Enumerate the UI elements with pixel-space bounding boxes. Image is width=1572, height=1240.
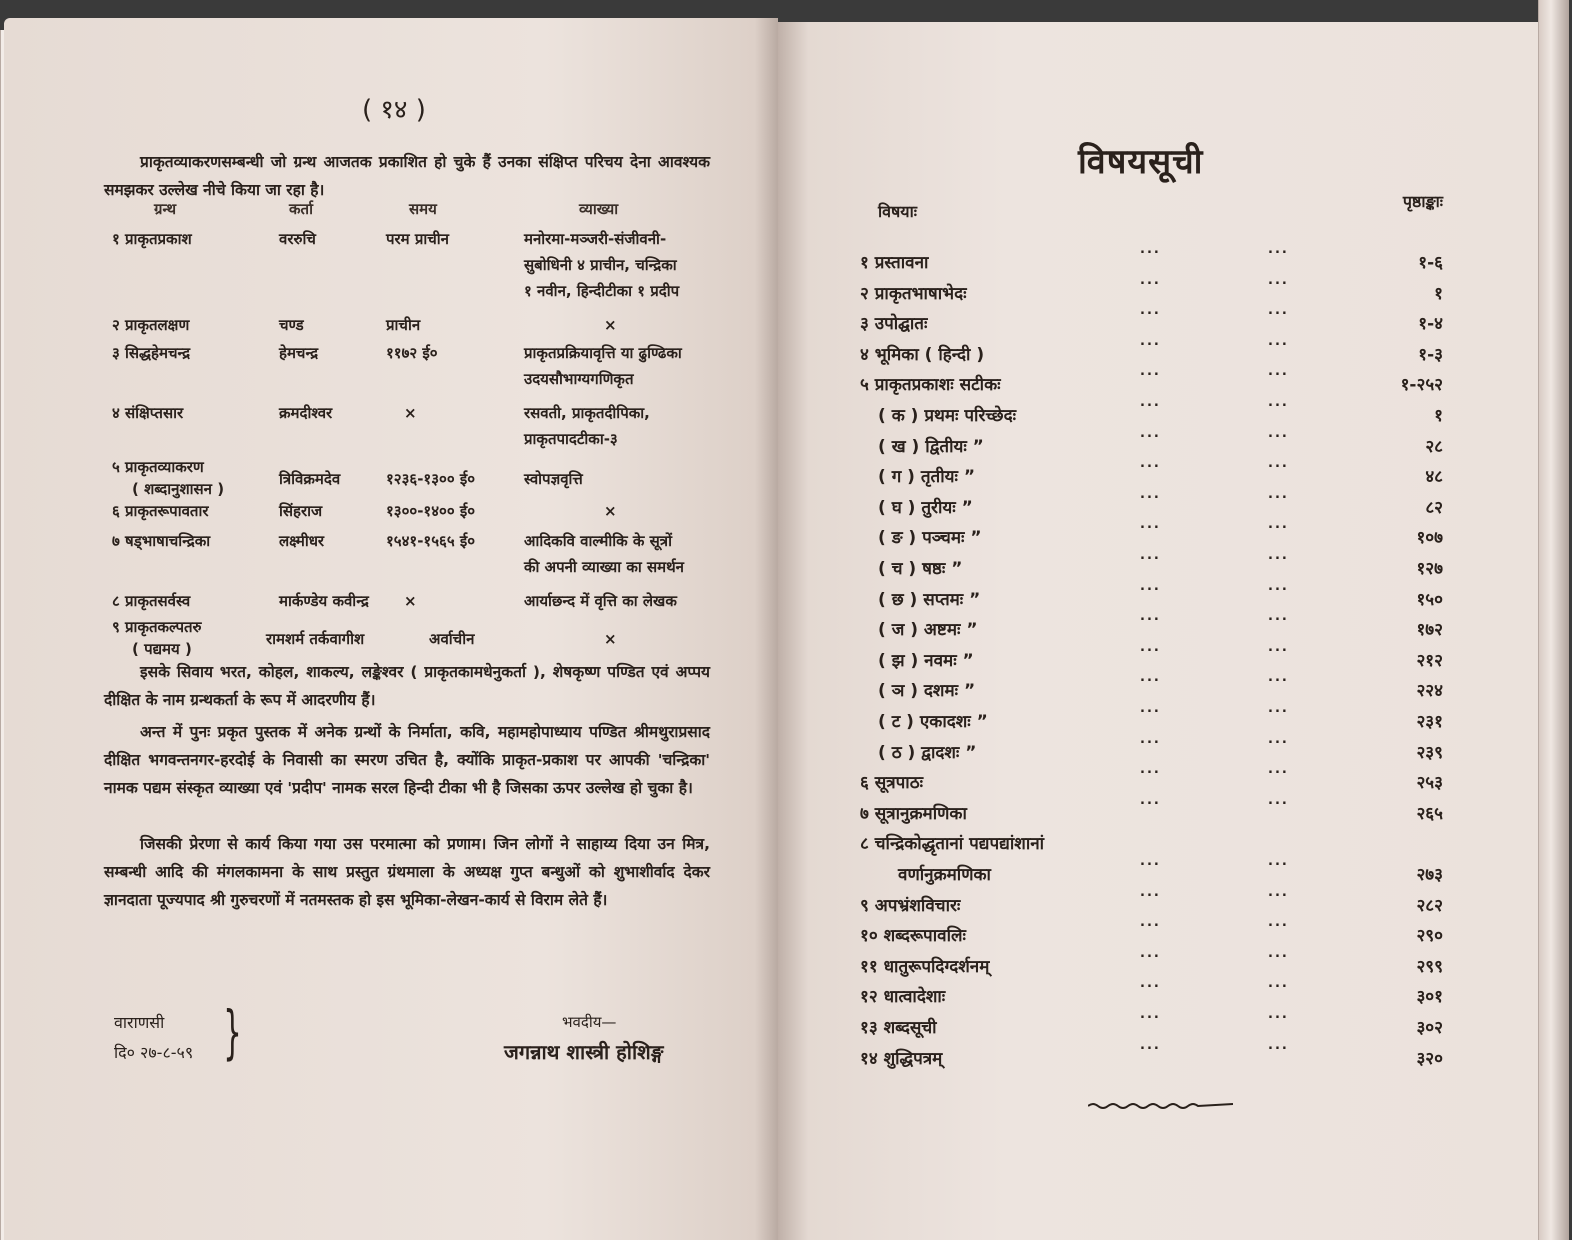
leader-dots: ... xyxy=(1268,945,1289,961)
toc-page-number: १-६ xyxy=(1418,253,1443,273)
work-period: १५४१-१५६५ ई० xyxy=(386,532,476,550)
toc-page-number: १२७ xyxy=(1416,559,1443,579)
work-period: × xyxy=(404,592,417,610)
toc-label: ५ प्राकृतप्रकाशः सटीकः xyxy=(860,375,1001,396)
leader-dots: ... xyxy=(1268,272,1289,288)
paragraph-other-authors: इसके सिवाय भरत, कोहल, शाकल्य, लङ्केश्वर ( प्राकृतकामधेनुकर्ता ), शेषकृष्ण पण्डित एवं अप्पय दीक्षित के नाम ग्रन्थकर्ता के रूप में आदरणीय हैं। xyxy=(104,663,710,709)
leader-dots: ... xyxy=(1268,731,1289,747)
leader-dots: ... xyxy=(1268,486,1289,502)
toc-label: ९ अपभ्रंशविचारः xyxy=(860,895,961,916)
leader-dots: ... xyxy=(1140,854,1161,869)
toc-page-number: २९९ xyxy=(1416,956,1443,977)
toc-page-number: १५० xyxy=(1416,589,1443,610)
work-commentary: उदयसौभाग्यगणिकृत xyxy=(524,370,634,388)
toc-page-number: ३०१ xyxy=(1416,987,1443,1008)
toc-page-number: ३२० xyxy=(1416,1048,1443,1069)
toc-label: ( ख ) द्वितीयः ” xyxy=(878,436,984,457)
paragraph-closing: जिसकी प्रेरणा से कार्य किया गया उस परमात्मा को प्रणाम। जिन लोगों ने साहाय्य दिया उन मित्र, सम्बन्धी आदि की मंगलकामना के साथ प्रस्तुत ग्रंथमाला के अध्यक्ष गुप्त बन्धुओं को शुभाशीर्वाद देकर ज्ञानदाता पूज्यपाद श्री गुरुचरणों में नतमस्तक हो इस भूमिका-लेखन-कार्य से विराम लेते हैं। xyxy=(104,835,710,909)
leader-dots: ... xyxy=(1268,578,1289,594)
leader-dots: ... xyxy=(1140,884,1161,900)
toc-page-number: २६५ xyxy=(1416,803,1443,824)
toc-label: ८ चन्द्रिकोद्धृतानां पद्यपद्यांशानां xyxy=(860,834,1045,855)
work-title: ७ षड्भाषाचन्द्रिका xyxy=(112,532,211,550)
leader-dots: ... xyxy=(1140,1007,1161,1022)
leader-dots: ... xyxy=(1268,762,1289,778)
toc-page-number: २३९ xyxy=(1416,742,1443,763)
leader-dots: ... xyxy=(1268,242,1289,257)
leader-dots: ... xyxy=(1140,915,1161,931)
leader-dots: ... xyxy=(1140,1037,1161,1053)
toc-page-number: २५३ xyxy=(1416,773,1443,794)
leader-dots: ... xyxy=(1140,578,1161,594)
header-author: कर्ता xyxy=(289,200,313,218)
toc-row xyxy=(778,792,1538,831)
decorative-rule xyxy=(1088,1100,1233,1110)
toc-label: ( घ ) तुरीयः ” xyxy=(878,497,973,518)
work-commentary: प्राकृतप्रक्रियावृत्ति या ढुण्ढिका xyxy=(524,344,682,362)
leader-dots: ... xyxy=(1268,303,1289,319)
toc-label: ७ सूत्रानुक्रमणिका xyxy=(860,803,967,824)
leader-dots: ... xyxy=(1268,395,1289,410)
toc-label: ( ङ ) पञ्चमः ” xyxy=(878,528,982,549)
toc-label: ( ग ) तृतीयः ” xyxy=(878,467,976,488)
closing-salutation: भवदीय— xyxy=(562,1013,617,1031)
work-title: ३ सिद्धहेमचन्द्र xyxy=(112,344,191,362)
date: दि० २७-८-५९ xyxy=(114,1043,194,1062)
column-subject: विषयाः xyxy=(878,202,917,221)
leader-dots: ... xyxy=(1140,639,1161,655)
work-period: १२३६-१३०० ई० xyxy=(386,470,476,488)
leader-dots: ... xyxy=(1268,884,1289,900)
toc-label: १ प्रस्तावना xyxy=(860,253,929,273)
leader-dots: ... xyxy=(1268,639,1289,655)
work-commentary: मनोरमा-मञ्जरी-संजीवनी- xyxy=(524,230,667,248)
work-commentary: × xyxy=(604,502,617,520)
toc-page-number: ४८ xyxy=(1425,467,1443,488)
leader-dots: ... xyxy=(1140,486,1161,502)
signature-place-date xyxy=(114,1008,193,1068)
column-pages: पृष्ठाङ्काः xyxy=(1402,192,1443,211)
work-period: × xyxy=(404,404,417,422)
leader-dots: ... xyxy=(1140,548,1161,563)
leader-dots: ... xyxy=(1268,976,1289,992)
work-title: ६ प्राकृतरूपावतार xyxy=(112,502,209,520)
toc-label: ३ उपोद्घातः xyxy=(860,314,928,335)
toc-label: १४ शुद्धिपत्रम् xyxy=(860,1048,943,1069)
work-commentary: आर्याछन्द में वृत्ति का लेखक xyxy=(524,592,677,610)
work-period: १३००-१४०० ई० xyxy=(386,502,476,520)
work-title: ४ संक्षिप्तसार xyxy=(112,404,184,422)
author-signature: जगन्नाथ शास्त्री होशिङ्ग xyxy=(504,1040,664,1064)
leader-dots: ... xyxy=(1140,364,1161,380)
toc-page-number: १०७ xyxy=(1416,528,1443,549)
toc-label: १३ शब्दसूची xyxy=(860,1018,937,1038)
work-author: त्रिविक्रमदेव xyxy=(279,470,341,488)
place: वाराणसी xyxy=(114,1013,165,1032)
work-subtitle: ( पद्यमय ) xyxy=(132,640,192,658)
leader-dots: ... xyxy=(1140,701,1161,716)
work-commentary: आदिकवि वाल्मीकि के सूत्रों xyxy=(524,532,672,550)
contents-title: विषयसूची xyxy=(1078,142,1204,182)
toc-label: ( च ) षष्ठः ” xyxy=(878,559,963,579)
work-period: ११७२ ई० xyxy=(386,344,438,362)
toc-page-number: २१२ xyxy=(1416,650,1443,671)
leader-dots: ... xyxy=(1140,762,1161,778)
toc-label: २ प्राकृतभाषाभेदः xyxy=(860,283,967,304)
leader-dots: ... xyxy=(1268,1037,1289,1053)
toc-label: ६ सूत्रपाठः xyxy=(860,773,924,794)
work-commentary: रसवती, प्राकृतदीपिका, xyxy=(524,404,650,422)
toc-label: ( छ ) सप्तमः ” xyxy=(878,589,981,610)
work-period: परम प्राचीन xyxy=(386,230,450,248)
toc-label: ( ठ ) द्वादशः ” xyxy=(878,742,977,763)
leader-dots: ... xyxy=(1268,854,1289,869)
leader-dots: ... xyxy=(1140,242,1161,257)
work-author: वररुचि xyxy=(279,230,316,248)
work-title: १ प्राकृतप्रकाश xyxy=(112,230,192,248)
leader-dots: ... xyxy=(1268,670,1289,686)
leader-dots: ... xyxy=(1140,272,1161,288)
toc-page-number: २३१ xyxy=(1416,712,1443,732)
work-commentary: प्राकृतपादटीका-३ xyxy=(524,430,618,448)
work-author: चण्ड xyxy=(279,316,304,334)
leader-dots: ... xyxy=(1268,1007,1289,1022)
toc-label: ( ज ) अष्टमः ” xyxy=(878,620,978,641)
toc-label: ( क ) प्रथमः परिच्छेदः xyxy=(878,406,1017,426)
toc-page-number: १-३ xyxy=(1418,344,1443,365)
leader-dots: ... xyxy=(1140,670,1161,686)
work-commentary: सुबोधिनी ४ प्राचीन, चन्द्रिका xyxy=(524,256,677,274)
toc-page-number: १-४ xyxy=(1418,314,1443,335)
toc-label: १२ धात्वादेशाः xyxy=(860,987,946,1008)
toc-label: वर्णानुक्रमणिका xyxy=(898,865,991,885)
toc-page-number: २९० xyxy=(1416,926,1443,947)
work-title: ९ प्राकृतकल्पतरु xyxy=(112,618,202,636)
leader-dots: ... xyxy=(1268,517,1289,533)
work-author: हेमचन्द्र xyxy=(279,344,319,362)
leader-dots: ... xyxy=(1140,609,1161,625)
toc-label: ( ञ ) दशमः ” xyxy=(878,681,976,702)
leader-dots: ... xyxy=(1268,425,1289,441)
leader-dots: ... xyxy=(1140,425,1161,441)
header-work: ग्रन्थ xyxy=(154,200,177,218)
right-page xyxy=(778,22,1538,1240)
header-commentary: व्याख्या xyxy=(579,200,619,218)
toc-page-number: १७२ xyxy=(1416,620,1443,641)
leader-dots: ... xyxy=(1268,915,1289,931)
toc-page-number: २८ xyxy=(1425,436,1443,457)
work-author: मार्कण्डेय कवीन्द्र xyxy=(279,592,369,610)
toc-page-number: २८२ xyxy=(1416,895,1443,916)
toc-label: ( ट ) एकादशः ” xyxy=(878,712,988,732)
toc-label: ( झ ) नवमः ” xyxy=(878,650,974,671)
leader-dots: ... xyxy=(1268,701,1289,716)
toc-page-number: २७३ xyxy=(1416,865,1443,885)
leader-dots: ... xyxy=(1268,333,1289,349)
work-author: सिंहराज xyxy=(279,502,323,520)
brace-glyph: } xyxy=(223,998,242,1066)
toc-page-number: ८२ xyxy=(1425,497,1443,518)
toc-page-number: १-२५२ xyxy=(1400,375,1443,396)
page-number: ( १४ ) xyxy=(362,95,426,125)
leader-dots: ... xyxy=(1140,517,1161,533)
intro-paragraph: प्राकृतव्याकरणसम्बन्धी जो ग्रन्थ आजतक प्रकाशित हो चुके हैं उनका संक्षिप्त परिचय देना आवश्यक समझकर उल्लेख नीचे किया जा रहा है। xyxy=(104,153,710,199)
toc-label: ४ भूमिका ( हिन्दी ) xyxy=(860,344,985,365)
work-period: प्राचीन xyxy=(386,316,421,334)
work-title: ५ प्राकृतव्याकरण xyxy=(112,458,204,476)
work-commentary: की अपनी व्याख्या का समर्थन xyxy=(524,558,684,576)
leader-dots: ... xyxy=(1140,456,1161,472)
page-edge-right xyxy=(1538,0,1569,1240)
work-author: लक्ष्मीधर xyxy=(279,532,325,550)
work-author: रामशर्म तर्कवागीश xyxy=(266,630,365,648)
toc-page-number: १ xyxy=(1434,406,1443,426)
work-author: क्रमदीश्वर xyxy=(279,404,333,422)
work-commentary: × xyxy=(604,316,617,334)
toc-row xyxy=(778,1037,1538,1076)
leader-dots: ... xyxy=(1140,303,1161,319)
toc-page-number: २२४ xyxy=(1416,681,1443,702)
toc-label: ११ धातुरूपदिग्दर्शनम् xyxy=(860,956,990,977)
leader-dots: ... xyxy=(1268,364,1289,380)
left-page xyxy=(4,18,778,1240)
leader-dots: ... xyxy=(1268,609,1289,625)
leader-dots: ... xyxy=(1140,945,1161,961)
leader-dots: ... xyxy=(1268,456,1289,472)
work-commentary: स्वोपज्ञवृत्ति xyxy=(524,470,583,488)
leader-dots: ... xyxy=(1140,976,1161,992)
work-commentary: × xyxy=(604,630,617,648)
leader-dots: ... xyxy=(1140,333,1161,349)
work-title: ८ प्राकृतसर्वस्व xyxy=(112,592,191,610)
header-time: समय xyxy=(409,200,437,218)
leader-dots: ... xyxy=(1140,792,1161,808)
leader-dots: ... xyxy=(1268,548,1289,563)
leader-dots: ... xyxy=(1140,395,1161,410)
toc-label: १० शब्दरूपावलिः xyxy=(860,926,966,947)
leader-dots: ... xyxy=(1140,731,1161,747)
work-subtitle: ( शब्दानुशासन ) xyxy=(132,480,225,498)
toc-page-number: ३०२ xyxy=(1416,1018,1443,1038)
paragraph-acknowledgement: अन्त में पुनः प्रकृत पुस्तक में अनेक ग्रन्थों के निर्माता, कवि, महामहोपाध्याय पण्डित श्रीमथुराप्रसाद दीक्षित भगवन्तनगर-हरदोई के निवासी का स्मरण उचित है, क्योंकि प्राकृत-प्रकाश पर आपकी 'चन्द्रिका' नामक पद्यम संस्कृत व्याख्या एवं 'प्रदीप' नामक सरल हिन्दी टीका भी है जिसका ऊपर उल्लेख हो चुका है। xyxy=(104,723,710,797)
leader-dots: ... xyxy=(1268,792,1289,808)
work-title: २ प्राकृतलक्षण xyxy=(112,316,190,334)
toc-page-number: १ xyxy=(1434,283,1443,304)
work-commentary: १ नवीन, हिन्दीटीका १ प्रदीप xyxy=(524,282,680,300)
work-period: अर्वाचीन xyxy=(429,630,475,648)
